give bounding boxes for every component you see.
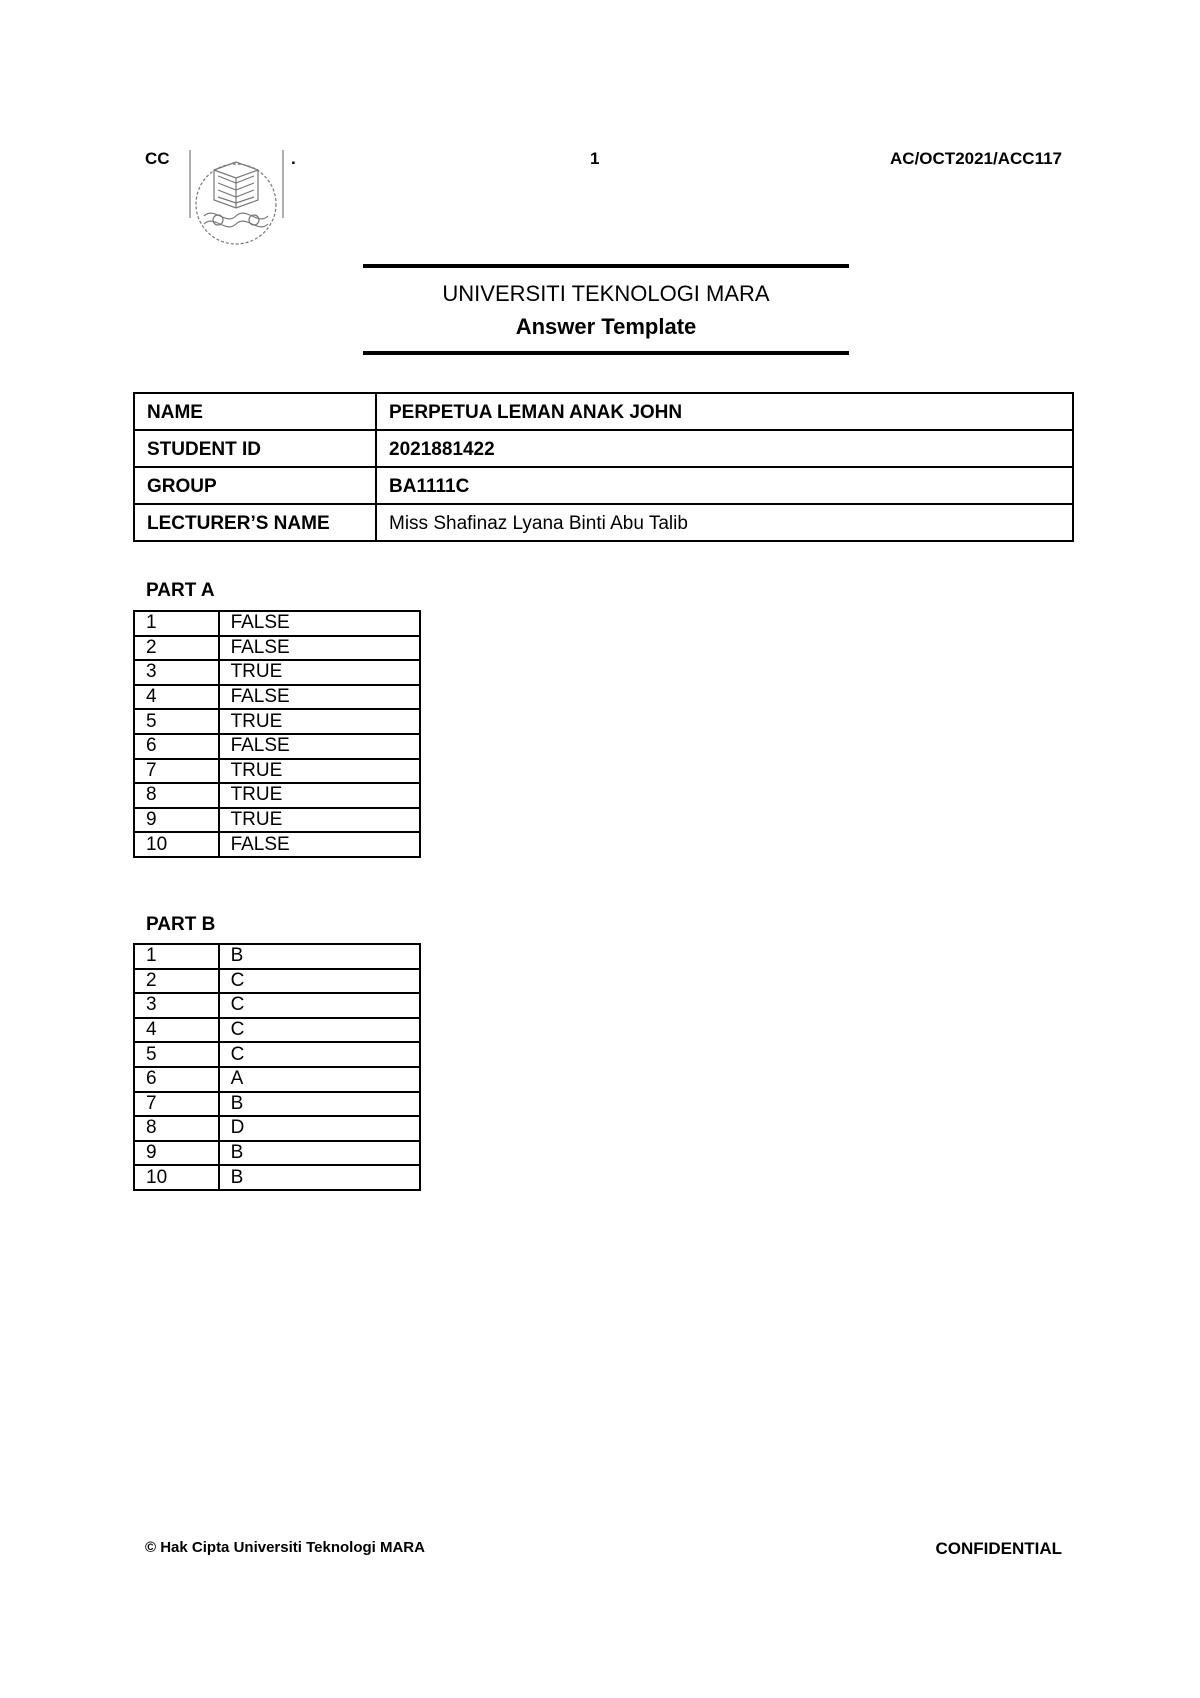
answer-row xyxy=(134,993,420,1018)
question-number: 8 xyxy=(134,1116,219,1141)
answer-row xyxy=(134,944,420,969)
answer-value: FALSE xyxy=(219,611,420,636)
part-a-table xyxy=(133,610,421,858)
title-bottom-rule xyxy=(363,351,849,355)
question-number: 10 xyxy=(134,832,219,857)
answer-value: FALSE xyxy=(219,636,420,661)
answer-value: B xyxy=(219,944,420,969)
header-left-text: CC xyxy=(145,149,170,168)
document-subtitle: Answer Template xyxy=(515,314,697,339)
confidential-label: CONFIDENTIAL xyxy=(935,1539,1062,1558)
answer-row xyxy=(134,709,420,734)
question-number: 4 xyxy=(134,1018,219,1043)
info-value: PERPETUA LEMAN ANAK JOHN xyxy=(376,393,1073,430)
info-row xyxy=(134,393,1073,430)
header-dot: . xyxy=(291,149,296,168)
answer-value: A xyxy=(219,1067,420,1092)
student-info-table xyxy=(133,392,1074,542)
question-number: 7 xyxy=(134,1092,219,1117)
answer-row xyxy=(134,636,420,661)
institution-title: UNIVERSITI TEKNOLOGI MARA xyxy=(442,281,770,306)
question-number: 6 xyxy=(134,734,219,759)
question-number: 5 xyxy=(134,709,219,734)
question-number: 3 xyxy=(134,660,219,685)
answer-row xyxy=(134,1042,420,1067)
question-number: 8 xyxy=(134,783,219,808)
info-row xyxy=(134,467,1073,504)
question-number: 1 xyxy=(134,944,219,969)
answer-value: B xyxy=(219,1165,420,1190)
page-number: 1 xyxy=(590,149,600,168)
answer-value: TRUE xyxy=(219,660,420,685)
info-row xyxy=(134,504,1073,541)
info-row xyxy=(134,430,1073,467)
answer-row xyxy=(134,611,420,636)
answer-row xyxy=(134,685,420,710)
title-top-rule xyxy=(363,264,849,268)
info-value: Miss Shafinaz Lyana Binti Abu Talib xyxy=(376,504,1073,541)
question-number: 2 xyxy=(134,636,219,661)
answer-value: C xyxy=(219,1018,420,1043)
info-label: NAME xyxy=(134,393,376,430)
copyright-footer: © Hak Cipta Universiti Teknologi MARA xyxy=(145,1539,425,1556)
info-label: GROUP xyxy=(134,467,376,504)
info-value: BA1111C xyxy=(376,467,1073,504)
course-code: AC/OCT2021/ACC117 xyxy=(890,149,1062,168)
answer-row xyxy=(134,1116,420,1141)
answer-value: FALSE xyxy=(219,685,420,710)
question-number: 3 xyxy=(134,993,219,1018)
answer-row xyxy=(134,734,420,759)
answer-value: TRUE xyxy=(219,759,420,784)
part-b-heading: PART B xyxy=(146,914,216,935)
answer-value: FALSE xyxy=(219,734,420,759)
answer-value: FALSE xyxy=(219,832,420,857)
uitm-logo-icon xyxy=(180,148,292,260)
answer-value: TRUE xyxy=(219,808,420,833)
answer-value: B xyxy=(219,1092,420,1117)
info-label: STUDENT ID xyxy=(134,430,376,467)
answer-row xyxy=(134,660,420,685)
part-a-heading: PART A xyxy=(146,580,215,601)
info-value: 2021881422 xyxy=(376,430,1073,467)
answer-row xyxy=(134,1092,420,1117)
part-b-table xyxy=(133,943,421,1191)
answer-row xyxy=(134,783,420,808)
question-number: 6 xyxy=(134,1067,219,1092)
answer-row xyxy=(134,1067,420,1092)
answer-row xyxy=(134,1165,420,1190)
answer-row xyxy=(134,808,420,833)
info-label: LECTURER’S NAME xyxy=(134,504,376,541)
question-number: 5 xyxy=(134,1042,219,1067)
question-number: 7 xyxy=(134,759,219,784)
answer-row xyxy=(134,1141,420,1166)
question-number: 10 xyxy=(134,1165,219,1190)
answer-value: C xyxy=(219,969,420,994)
question-number: 1 xyxy=(134,611,219,636)
answer-row xyxy=(134,1018,420,1043)
question-number: 4 xyxy=(134,685,219,710)
question-number: 2 xyxy=(134,969,219,994)
answer-value: D xyxy=(219,1116,420,1141)
answer-value: TRUE xyxy=(219,783,420,808)
answer-value: TRUE xyxy=(219,709,420,734)
answer-row xyxy=(134,832,420,857)
question-number: 9 xyxy=(134,808,219,833)
answer-value: C xyxy=(219,1042,420,1067)
answer-value: C xyxy=(219,993,420,1018)
answer-row xyxy=(134,969,420,994)
answer-row xyxy=(134,759,420,784)
question-number: 9 xyxy=(134,1141,219,1166)
answer-value: B xyxy=(219,1141,420,1166)
